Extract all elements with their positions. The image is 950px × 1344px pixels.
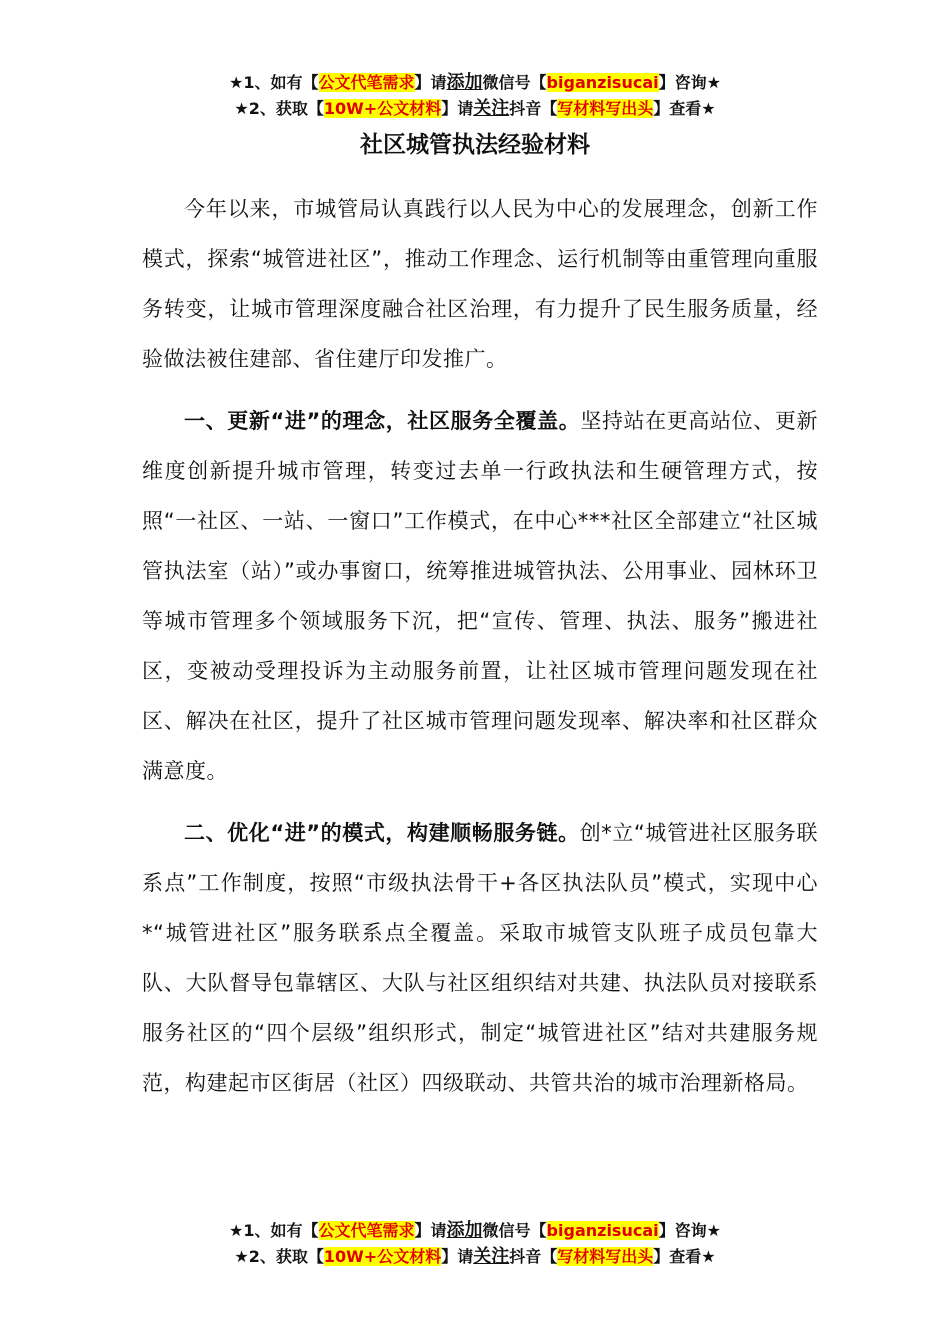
promo-line-2 [0,96,950,122]
promo-highlight: 写材料写出头 [557,1247,654,1266]
document-body [142,184,818,1120]
promo-emphasis: 关注 [473,98,510,119]
star-icon: ★ [229,73,244,92]
paragraph-section-2 [142,808,818,1108]
promo-text: 2、获取【 [248,1247,324,1266]
promo-text: 1、如有【 [243,73,319,92]
promo-text: 抖音【 [509,1247,558,1266]
promo-text: 】查看 [653,1247,702,1266]
star-icon: ★ [234,99,249,118]
section-heading: 一、更新“进”的理念，社区服务全覆盖。 [184,409,581,433]
star-icon: ★ [229,1221,244,1240]
promo-highlight: 10W+公文材料 [323,99,442,118]
star-icon: ★ [706,73,721,92]
promo-text: 微信号【 [482,73,547,92]
paragraph-text: 创*立“城管进社区服务联系点”工作制度，按照“市级执法骨干+各区执法队员”模式，实现中心*“城管进社区”服务联系点全覆盖。采取市城管支队班子成员包靠大队、大队督导包靠辖区、大队与社区组织结对共建、执法队员对接联系服务社区的“四个层级”组织形式，制定“城管进社区”结对共建服务规范，构建起市区街居（社区）四级联动、共管共治的城市治理新格局。 [142,821,818,1095]
promo-text: 1、如有【 [243,1221,319,1240]
promo-text: 2、获取【 [248,99,324,118]
top-promo-banner [0,70,950,122]
promo-highlight: biganzisucai [546,73,659,92]
promo-highlight: 公文代笔需求 [318,73,415,92]
promo-text: 】请 [414,1221,447,1240]
document-title: 社区城管执法经验材料 [360,132,590,158]
bottom-promo-banner [0,1218,950,1270]
promo-highlight: biganzisucai [546,1221,659,1240]
promo-line-1 [0,1218,950,1244]
star-icon: ★ [701,1247,716,1266]
promo-highlight: 写材料写出头 [557,99,654,118]
promo-emphasis: 添加 [446,1220,483,1241]
star-icon: ★ [706,1221,721,1240]
paragraph-text: 今年以来，市城管局认真践行以人民为中心的发展理念，创新工作模式，探索“城管进社区”，推动工作理念、运行机制等由重管理向重服务转变，让城市管理深度融合社区治理，有力提升了民生服务质量，经验做法被住建部、省住建厅印发推广。 [142,197,818,371]
star-icon: ★ [701,99,716,118]
promo-text: 】请 [441,99,474,118]
promo-text: 】请 [441,1247,474,1266]
promo-emphasis: 关注 [473,1246,510,1267]
promo-text: 抖音【 [509,99,558,118]
star-icon: ★ [234,1247,249,1266]
promo-text: 】请 [414,73,447,92]
paragraph-section-1 [142,396,818,796]
paragraph-intro [142,184,818,384]
promo-text: 】查看 [653,99,702,118]
promo-text: 】咨询 [658,1221,707,1240]
promo-line-2 [0,1244,950,1270]
promo-text: 微信号【 [482,1221,547,1240]
section-heading: 二、优化“进”的模式，构建顺畅服务链。 [184,821,580,845]
promo-highlight: 公文代笔需求 [318,1221,415,1240]
promo-emphasis: 添加 [446,72,483,93]
promo-highlight: 10W+公文材料 [323,1247,442,1266]
promo-line-1 [0,70,950,96]
promo-text: 】咨询 [658,73,707,92]
paragraph-text: 坚持站在更高站位、更新维度创新提升城市管理，转变过去单一行政执法和生硬管理方式，按照“一社区、一站、一窗口”工作模式，在中心***社区全部建立“社区城管执法室（站）”或办事窗口，统筹推进城管执法、公用事业、园林环卫等城市管理多个领域服务下沉，把“宣传、管理、执法、服务”搬进社区，变被动受理投诉为主动服务前置，让社区城市管理问题发现在社区、解决在社区，提升了社区城市管理问题发现率、解决率和社区群众满意度。 [142,409,818,783]
